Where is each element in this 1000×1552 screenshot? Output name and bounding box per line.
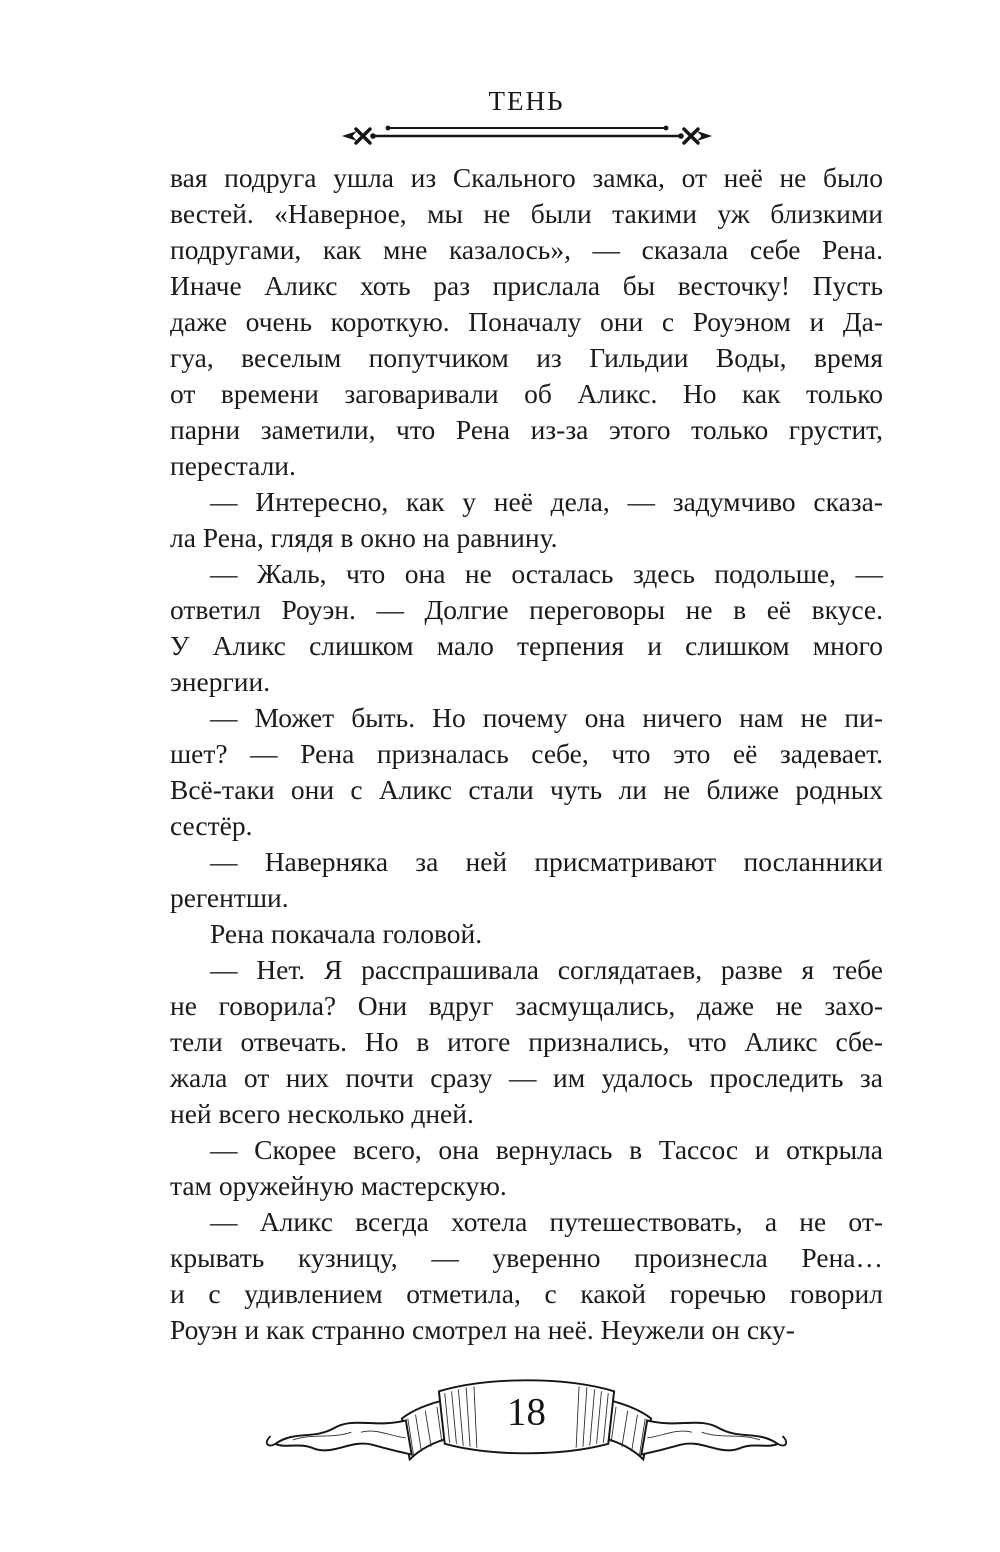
- text-line: ней всего несколько дней.: [170, 1098, 474, 1129]
- text-line: ответил Роуэн. — Долгие переговоры не в её вкусе.: [170, 594, 883, 625]
- text-line: Рена покачала головой.: [210, 918, 483, 949]
- text-line: — Скорее всего, она вернулась в Тассос и открыла: [210, 1134, 883, 1165]
- text-line: гуа, веселым попутчиком из Гильдии Воды, время: [170, 342, 883, 373]
- text-line: крывать кузницу, — уверенно произнесла Рена…: [170, 1242, 883, 1273]
- text-line: — Жаль, что она не осталась здесь подольше, —: [210, 558, 883, 589]
- text-line: У Аликс слишком мало терпения и слишком много: [170, 630, 883, 661]
- text-line: даже очень короткую. Поначалу они с Роуэном и Да-: [170, 306, 883, 337]
- text-line: — Может быть. Но почему она ничего нам не пи-: [210, 702, 883, 733]
- text-line: Иначе Аликс хоть раз прислала бы весточку! Пусть: [170, 270, 883, 301]
- page-body: [170, 160, 883, 1348]
- text-line: Всё-таки они с Аликс стали чуть ли не ближе родных: [170, 774, 883, 805]
- ribbon-banner-icon: [254, 1362, 799, 1477]
- text-line: парни заметили, что Рена из-за этого только грустит,: [170, 414, 883, 445]
- text-line: там оружейную мастерскую.: [170, 1170, 507, 1201]
- text-line: — Нет. Я расспрашивала соглядатаев, разве я тебе: [210, 954, 883, 985]
- page-number-ribbon: [170, 1362, 883, 1477]
- text-line: и с удивлением отметила, с какой горечью говорил: [170, 1278, 883, 1309]
- text-line: не говорила? Они вдруг засмущались, даже не захо-: [170, 990, 883, 1021]
- text-line: тели отвечать. Но в итоге признались, что Аликс сбе-: [170, 1026, 883, 1057]
- text-column: [170, 0, 883, 1477]
- text-line: регентши.: [170, 882, 289, 913]
- page-number: 18: [507, 1390, 546, 1434]
- header-divider-ornament-icon: [342, 120, 712, 146]
- text-line: — Аликс всегда хотела путешествовать, а не от-: [210, 1206, 883, 1237]
- chapter-title: ТЕНЬ: [488, 86, 565, 116]
- text-line: жала от них почти сразу — им удалось проследить за: [170, 1062, 883, 1093]
- text-line: подругами, как мне казалось», — сказала себе Рена.: [170, 234, 883, 265]
- text-line: — Интересно, как у неё дела, — задумчиво сказа-: [210, 486, 883, 517]
- text-line: — Наверняка за ней присматривают посланники: [210, 846, 883, 877]
- text-line: вестей. «Наверное, мы не были такими уж близкими: [170, 198, 883, 229]
- text-line: от времени заговаривали об Аликс. Но как только: [170, 378, 883, 409]
- text-line: Роуэн и как странно смотрел на неё. Неужели он ску-: [170, 1314, 795, 1345]
- text-line: энергии.: [170, 666, 271, 697]
- text-line: сестёр.: [170, 810, 253, 841]
- text-line: шет? — Рена призналась себе, что это её задевает.: [170, 738, 883, 769]
- header-divider: [170, 120, 883, 146]
- text-line: перестали.: [170, 450, 296, 481]
- text-line: ла Рена, глядя в окно на равнину.: [170, 522, 558, 553]
- text-line: вая подруга ушла из Скального замка, от неё не было: [170, 162, 883, 193]
